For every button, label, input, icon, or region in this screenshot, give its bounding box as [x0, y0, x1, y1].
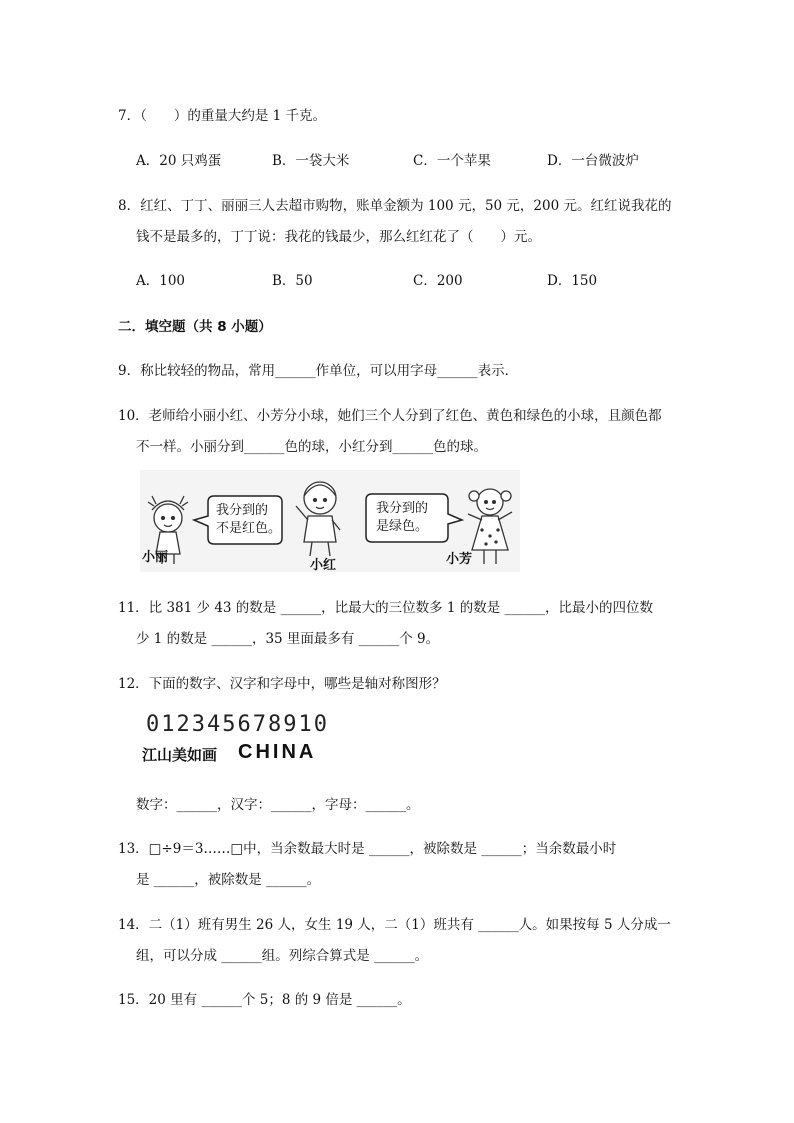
q10-stem-line1: 10．老师给小丽小红、小芳分小球，她们三个人分到了红色、黄色和绿色的小球，且颜色都: [118, 408, 662, 424]
q11-stem-line2: 少 1 的数是 ______，35 里面最多有 ______个 9。: [136, 631, 440, 647]
q13-stem-line1: 13．□÷9＝3……□中，当余数最大时是 ______，被除数是 ______；当余数最小时: [118, 841, 617, 857]
q7-option-d: D．一台微波炉: [547, 153, 639, 169]
name-xiaoli: 小丽: [142, 550, 169, 565]
q8-stem-line1: 8．红红、丁丁、丽丽三人去超市购物，账单金额为 100 元，50 元，200 元。红红说我花的: [118, 198, 672, 214]
q9-stem: 9．称比较轻的物品，常用______作单位，可以用字母______表示．: [118, 363, 519, 379]
q12-letters: CHINA: [238, 741, 317, 763]
q10-figure: [140, 470, 520, 572]
q13-stem-line2: 是 ______，被除数是 ______。: [136, 872, 321, 888]
bubble1-line2: 不是红色。: [216, 521, 282, 536]
q8-option-b: B．50: [272, 273, 313, 289]
q15-stem: 15．20 里有 ______个 5；8 的 9 倍是 ______。: [118, 992, 411, 1008]
q7-option-a: A．20 只鸡蛋: [136, 153, 222, 169]
q14-stem-line1: 14．二（1）班有男生 26 人，女生 19 人，二（1）班共有 ______人。如果按每 5 人分成一: [118, 917, 671, 933]
q12-digits: 012345678910: [146, 712, 329, 737]
q14-stem-line2: 组，可以分成 ______组。列综合算式是 ______。: [136, 948, 429, 964]
q8-option-c: C．200: [413, 273, 463, 289]
bubble2-line2: 是绿色。: [376, 519, 429, 534]
q7-option-c: C．一个苹果: [413, 153, 491, 169]
q12-answer-line: 数字：______，汉字：______，字母：______。: [136, 797, 420, 813]
q8-option-d: D．150: [547, 273, 598, 289]
q7-option-b: B．一袋大米: [272, 153, 350, 169]
name-xiaohong: 小红: [310, 558, 337, 573]
q8-option-a: A．100: [136, 273, 186, 289]
name-xiaofang: 小芳: [446, 552, 473, 567]
section-heading: 二．填空题（共 8 小题）: [118, 319, 272, 335]
bubble1-line1: 我分到的: [216, 503, 269, 518]
bubble2-line1: 我分到的: [376, 501, 429, 516]
q12-stem: 12．下面的数字、汉字和字母中，哪些是轴对称图形？: [118, 676, 446, 692]
q7-stem: 7．（ ）的重量大约是 1 千克。: [118, 108, 327, 124]
q12-hanzi: 江山美如画: [142, 746, 218, 764]
q10-stem-line2: 不一样。小丽分到______色的球，小红分到______色的球。: [136, 439, 487, 455]
q8-stem-line2: 钱不是最多的，丁丁说：我花的钱最少，那么红红花了（ ）元。: [136, 229, 541, 245]
q11-stem-line1: 11．比 381 少 43 的数是 ______，比最大的三位数多 1 的数是 ______，比最小的四位数: [118, 600, 654, 616]
